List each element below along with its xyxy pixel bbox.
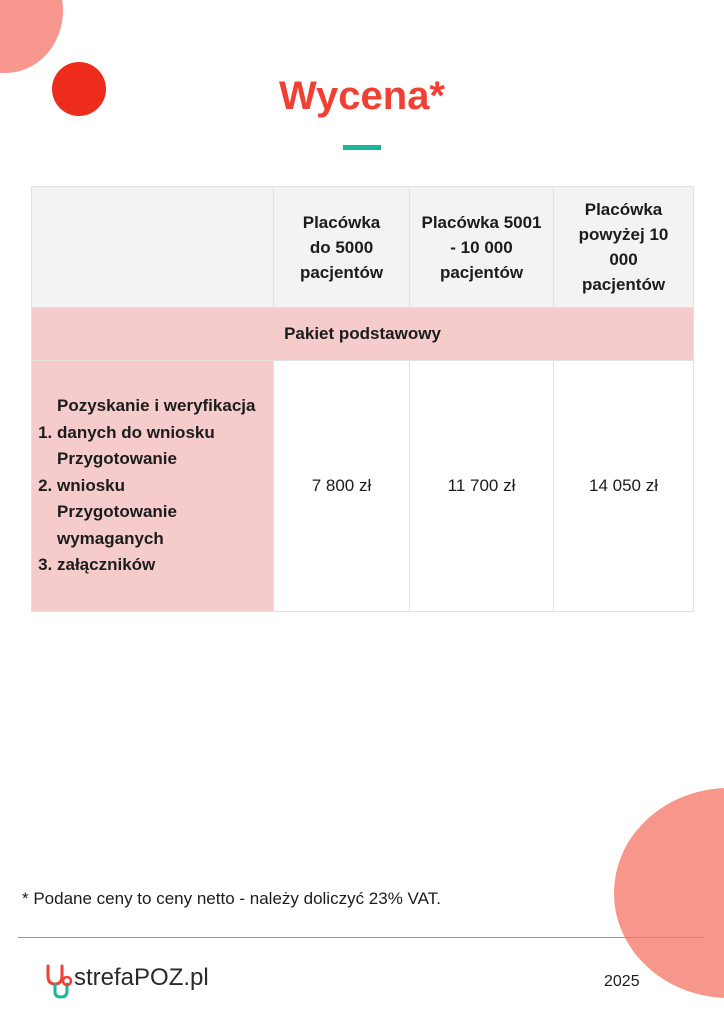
logo — [44, 962, 229, 1002]
table-row — [32, 361, 694, 612]
title-underline — [343, 145, 381, 150]
footnote: * Podane ceny to ceny netto - należy doliczyć 23% VAT. — [22, 889, 441, 908]
logo-text: strefaPOZ.pl — [74, 964, 209, 991]
header-medium-label: Placówka 5001 - 10 000 pacjentów — [421, 212, 542, 282]
pricing-table — [31, 186, 694, 612]
service-label: Przygotowanie wniosku — [57, 449, 177, 495]
service-label: Przygotowanie wymaganych załączników — [57, 502, 177, 575]
table-section-row — [32, 308, 694, 361]
services-cell — [32, 361, 274, 612]
price-large: 14 050 zł — [554, 361, 694, 612]
table-header-medium — [410, 187, 554, 308]
decorative-circle-top-left — [0, 0, 63, 73]
header-large-label: Placówka powyżej 10 000 pacjentów — [578, 200, 669, 294]
footer-divider — [18, 937, 705, 938]
table-header-small — [274, 187, 410, 308]
table-header-empty — [32, 187, 274, 308]
page-title: Wycena* — [278, 74, 445, 118]
price-small: 7 800 zł — [274, 361, 410, 612]
services-list — [32, 393, 273, 579]
service-label: Pozyskanie i weryfikacja danych do wniosku — [57, 395, 256, 442]
year: 2025 — [604, 973, 640, 990]
section-title: Pakiet podstawowy — [32, 308, 694, 361]
list-item — [57, 446, 273, 499]
table-header-large — [554, 187, 694, 308]
table-header-row — [32, 187, 694, 308]
decorative-circle-bottom-right — [614, 788, 724, 998]
list-item — [57, 499, 273, 579]
header-small-label: Placówka do 5000 pacjentów — [299, 212, 384, 282]
stethoscope-icon — [44, 962, 74, 1000]
price-medium: 11 700 zł — [410, 361, 554, 612]
list-item — [57, 393, 273, 446]
